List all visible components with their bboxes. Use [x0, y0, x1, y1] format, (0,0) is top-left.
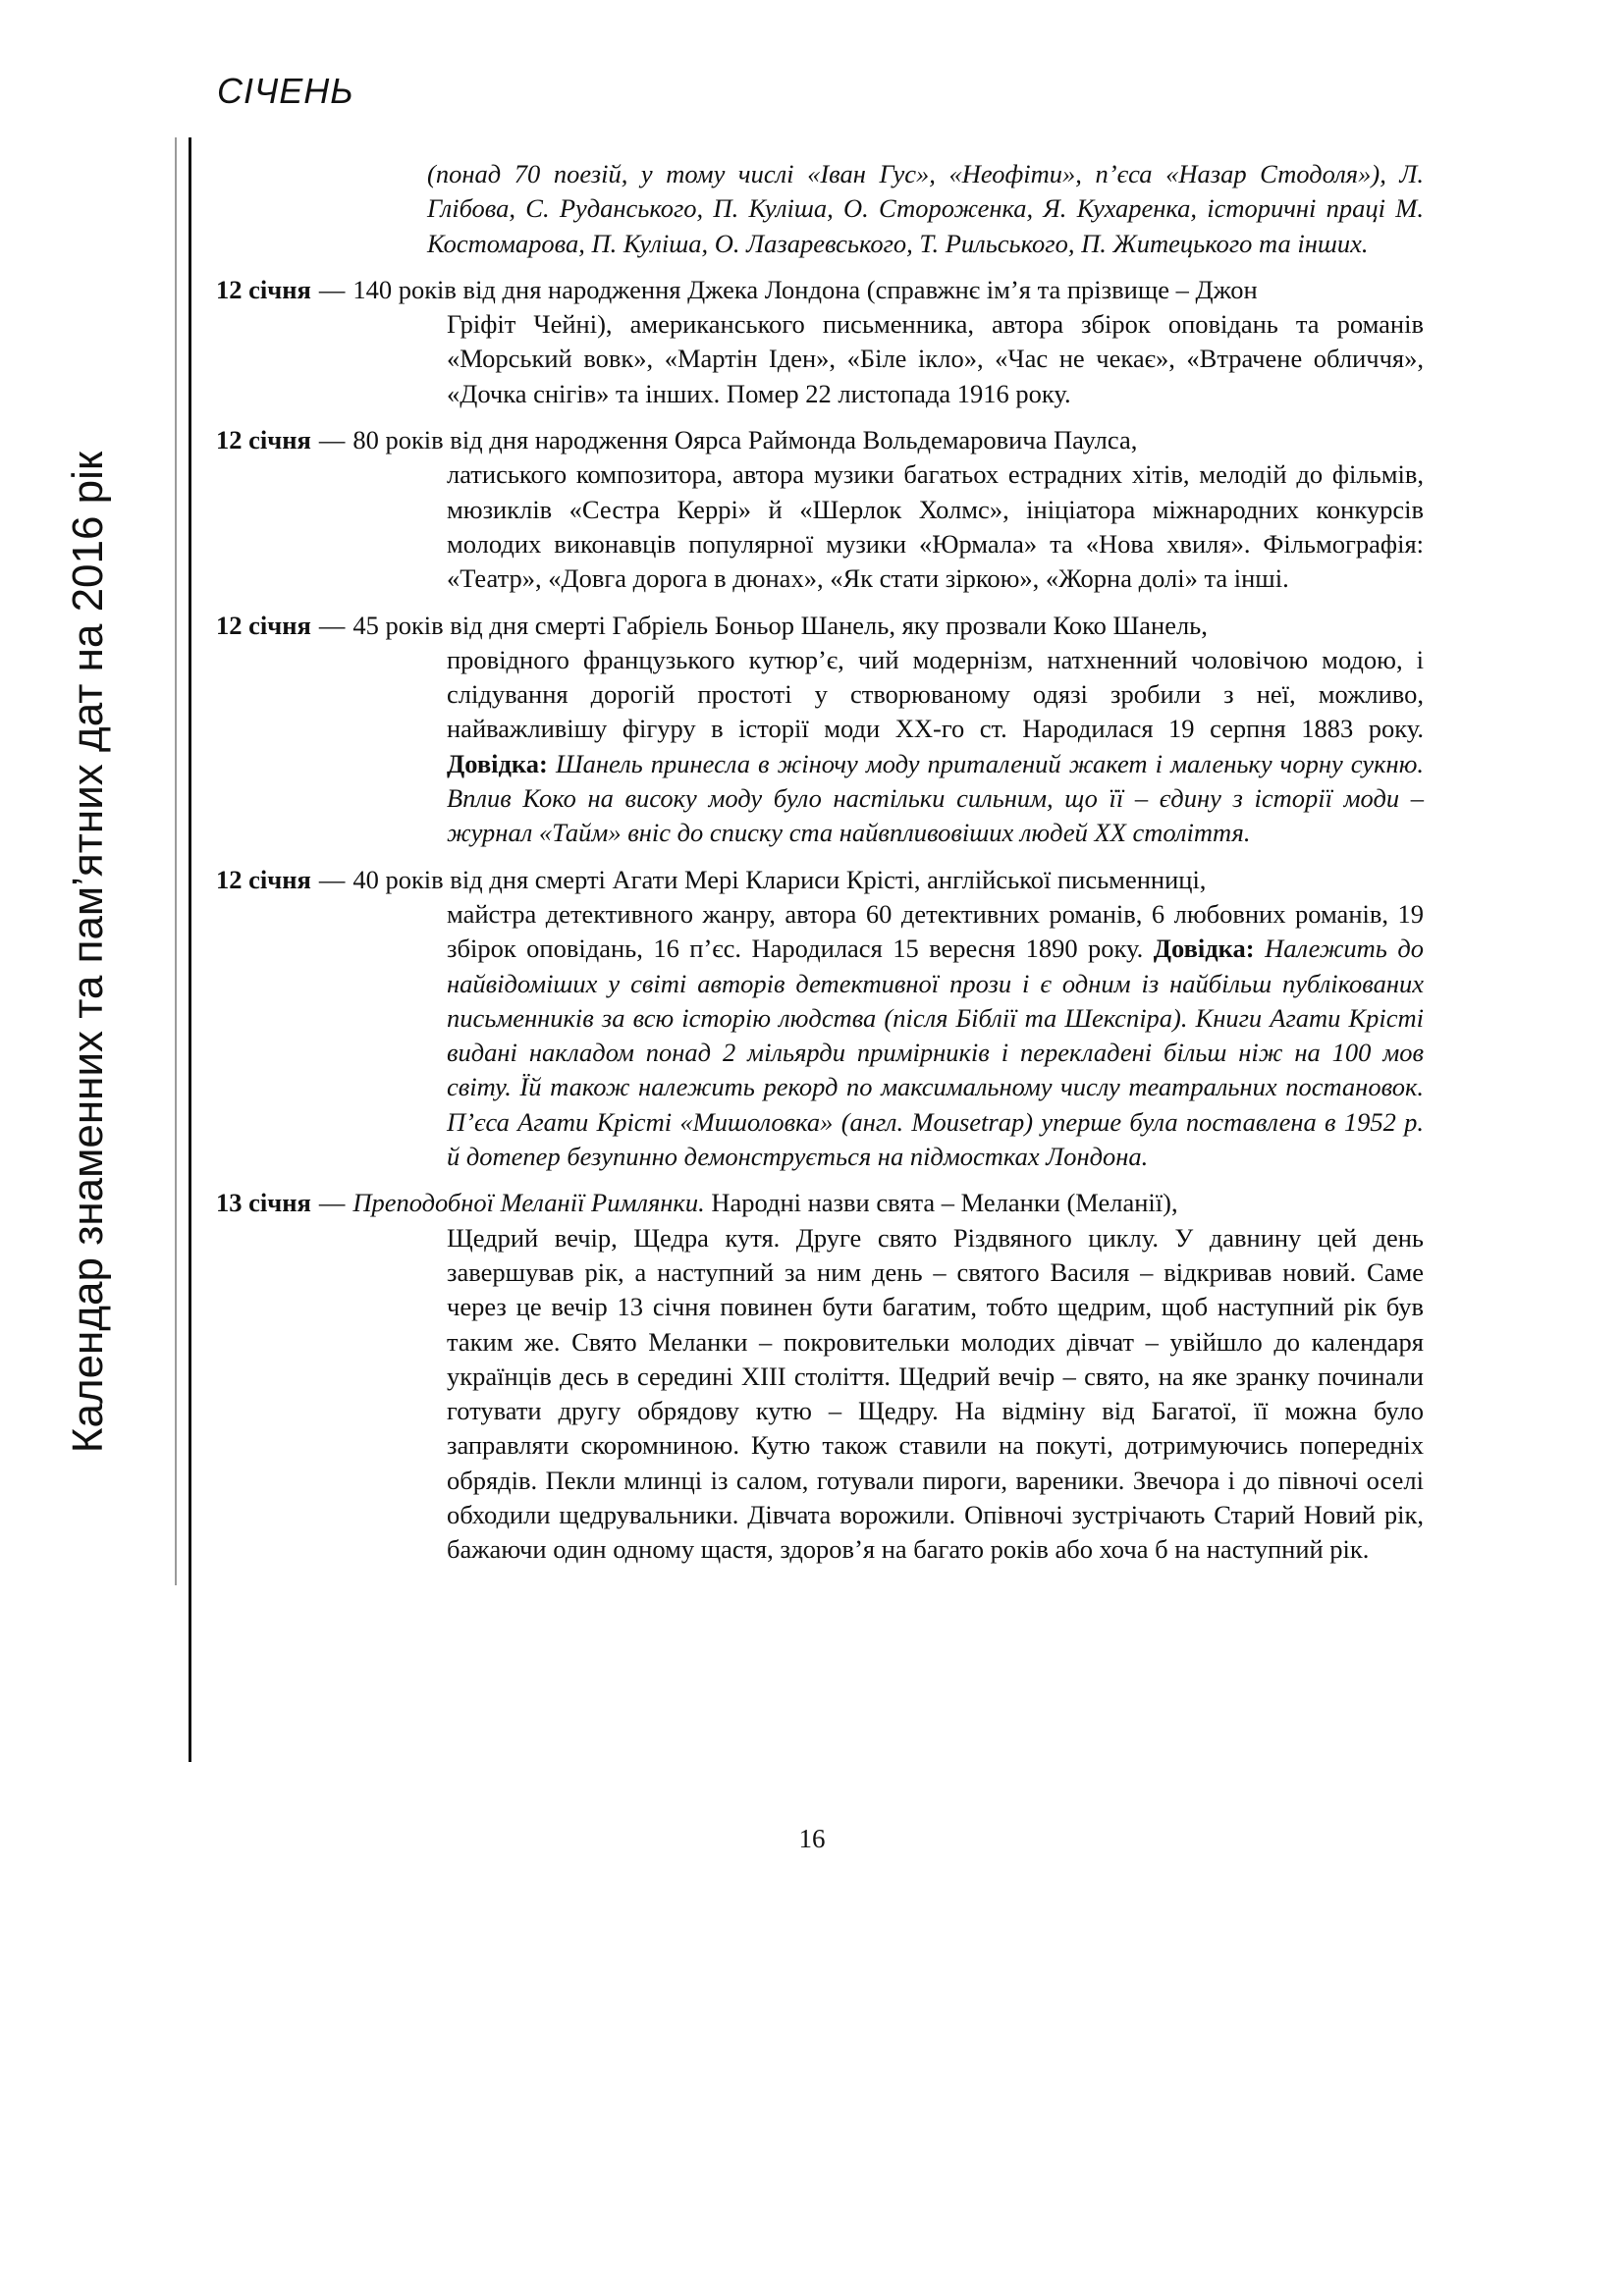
calendar-entry — [216, 609, 1424, 851]
feast-name: Преподобної Меланії Римлянки. — [352, 1188, 705, 1218]
entry-date: 12 січня — [216, 274, 311, 304]
entry-first-line: 45 років від дня смерті Габріель Боньор Шанель, яку прозвали Коко Шанель, — [352, 610, 1208, 640]
entry-dash: — — [318, 864, 346, 894]
reference-label: Довідка: — [1153, 934, 1255, 964]
entry-date: 12 січня — [216, 610, 311, 640]
entry-dash: — — [318, 274, 346, 304]
vertical-rule-thin — [175, 137, 177, 1585]
entry-text: Щедрий вечір, Щедра кутя. Друге свято Різдвяного циклу. У давнину цей день завершував рік, а наступний за ним день – святого Василя – відкривав новий. Саме через це вечір 13 січня повинен бути багатим, тобто щедрим, щоб наступний рік був таким же. Свято Меланки – покровительки молодих дівчат – увійшло до календаря українців десь в середині XIII століття. Щедрий вечір – свято, на яке зранку починали готувати другу обрядову кутю – Щедру. На відміну від Багатої, її можна було заправляти скоромниною. Кутю також ставили на покуті, дотримуючись попередніх обрядів. Пекли млинці із салом, готували пироги, вареники. Звечора і до півночі оселі обходили щедрувальники. Дівчата ворожили. Опівночі зустрічають Старий Новий рік, бажаючи один одному щастя, здоров’я на багато років або хоча б на наступний рік. — [447, 1222, 1424, 1565]
entry-date: 12 січня — [216, 864, 311, 894]
entry-dash: — — [318, 425, 346, 455]
entry-text: провідного французького кутюр’є, чий модернізм, натхненний чоловічою модою, і слідування дорогій простоті у створюваному одязі зробили з неї, можливо, найважливішу фігуру в історії моди XX-го ст. Народилася 19 серпня 1883 року. — [447, 644, 1424, 744]
reference-note: Шанель принесла в жіночу моду приталений жакет і маленьку чорну сукню. Вплив Коко на високу моду було настільки сильним, що її – єдину з історії моди – журнал «Тайм» вніс до списку ста найвпливовіших людей XX століття. — [447, 748, 1425, 848]
entry-date: 12 січня — [216, 425, 311, 455]
calendar-entry — [216, 1186, 1424, 1567]
entry-text: майстра детективного жанру, автора 60 детективних романів, 6 любовних романів, 19 збірок оповідань, 16 п’єс. Народилася 15 вересня 1890 року. — [447, 898, 1424, 964]
entry-text: латиського композитора, автора музики багатьох естрадних хітів, мелодій до фільмів, мюзиклів «Сестра Керрі» й «Шерлок Холмс», ініціатора міжнародних конкурсів молодих виконавців популярної музики «Юрмала» та «Нова хвиля». Фільмографія: «Театр», «Довга дорога в дюнах», «Як стати зіркою», «Жорна долі» та інші. — [447, 459, 1424, 594]
entry-first-line: Народні назви свята – Меланки (Меланії), — [711, 1188, 1178, 1218]
entry-first-line: 80 років від дня народження Оярса Раймонда Вольдемаровича Паулса, — [352, 425, 1138, 455]
page-body — [216, 157, 1424, 1568]
vertical-rule-thick — [189, 137, 191, 1762]
entry-date: 13 січня — [216, 1188, 311, 1218]
entry-first-line: 40 років від дня смерті Агати Мері Клариси Крісті, англійської письменниці, — [352, 864, 1207, 894]
entry-dash: — — [318, 610, 346, 640]
reference-label: Довідка: — [447, 748, 548, 778]
calendar-entry — [216, 273, 1424, 411]
entry-first-line: 140 років від дня народження Джека Лондона (справжнє ім’я та прізвище – Джон — [352, 274, 1258, 304]
month-header: СІЧЕНЬ — [217, 71, 354, 111]
reference-note: Належить до найвідоміших у світі авторів детективної прози і є одним із найбільш публікованих письменників за всю історію людства (після Біблії та Шекспіра). Книги Агати Крісті видані накладом понад 2 мільярди примірників і перекладені більш ніж на 100 мов світу. Їй також належить рекорд по максимальному числу театральних постановок. П’єса Агати Крісті «Мишоловка» (англ. Mousetrap) уперше була поставлена в 1952 р. й дотепер безупинно демонструється на підмостках Лондона. — [447, 934, 1424, 1172]
entry-text: Гріфіт Чейні), американського письменника, автора збірок оповідань та романів «Морський вовк», «Мартін Іден», «Біле ікло», «Час не чекає», «Втрачене обличчя», «Дочка снігів» та інших. Помер 22 листопада 1916 року. — [447, 309, 1424, 408]
continuation-paragraph: (понад 70 поезій, у тому числі «Іван Гус», «Неофіти», п’єса «Назар Стодоля»), Л. Глібова, С. Руданського, П. Куліша, О. Стороженка, Я. Кухаренка, історичні праці М. Костомарова, П. Куліша, О. Лазаревського, Т. Рильського, П. Житецького та інших. — [427, 159, 1424, 258]
calendar-entry — [216, 423, 1424, 596]
page-number: 16 — [798, 1824, 826, 1853]
side-title: Календар знаменних та пам’ятних дат на 2016 рік — [64, 451, 112, 1454]
calendar-entry — [216, 863, 1424, 1175]
entry-dash: — — [318, 1188, 346, 1218]
